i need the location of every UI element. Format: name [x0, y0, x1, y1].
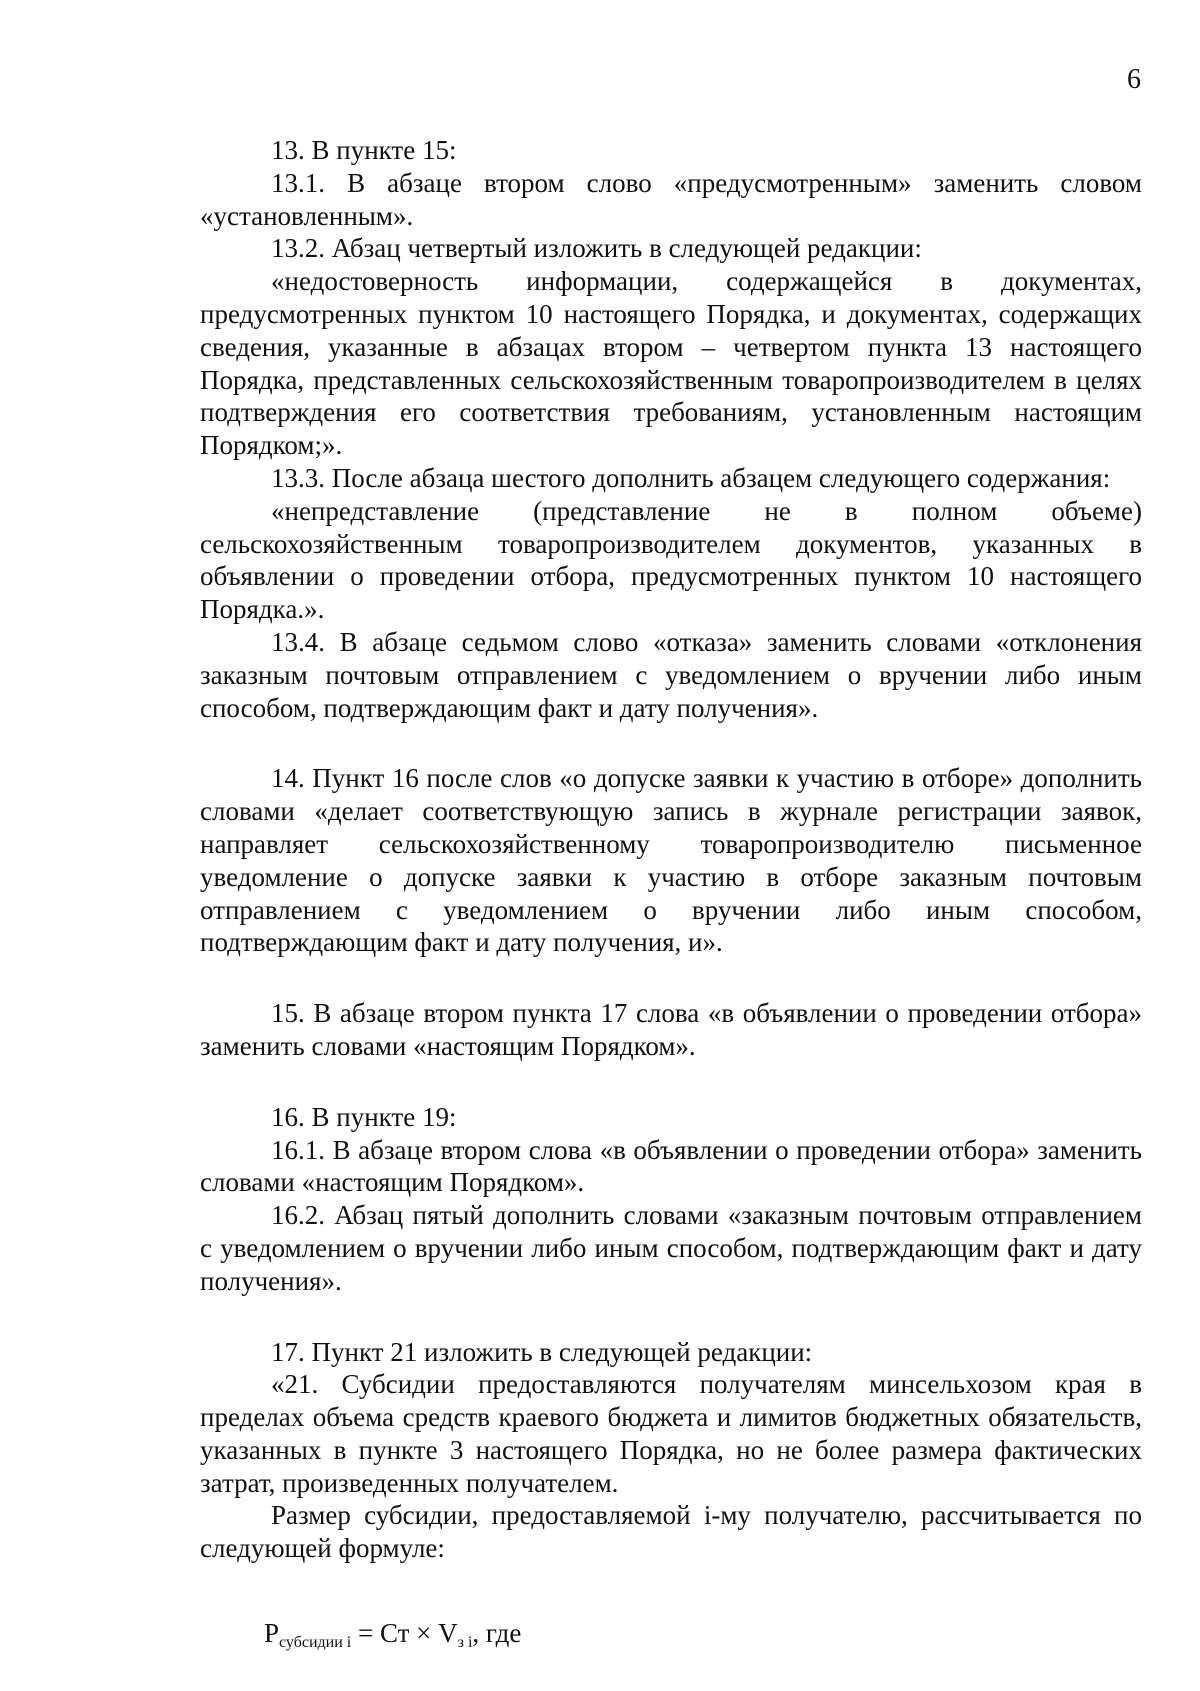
item-13-2: 13.2. Абзац четвертый изложить в следующей редакции: [271, 233, 922, 264]
item-14: 14. Пункт 16 после слов «о допуске заявки к участию в отборе» дополнить словами «делает соответствующую запись в журнале регистрации заявок, направляет сельскохозяйственному товаропроизводителю письменное уведомление о допуске заявки к участию в отборе заказным почтовым отправлением с уведомлением о вручении либо иным способом, подтверждающим факт и дату получения, и». [200, 763, 1142, 958]
page-number: 6 [1127, 64, 1141, 95]
item-16-1: 16.1. В абзаце втором слова «в объявлении о проведении отбора» заменить словами «настоящим Порядком». [200, 1134, 1142, 1198]
item-13-2-quote: «недостоверность информации, содержащейся в документах, предусмотренных пунктом 10 настоящего Порядка, и документах, содержащих сведения, указанные в абзацах втором – четвертом пункта 13 настоящего Порядка, представленных сельскохозяйственным товаропроизводителем в целях подтверждения его соответствия требованиям, установленным настоящим Порядком;». [200, 266, 1142, 461]
formula-equals: = Ст × V [351, 1618, 458, 1649]
item-13-heading: 13. В пункте 15: [271, 135, 457, 165]
formula-v-subscript: з i [457, 1634, 473, 1652]
item-13-1: 13.1. В абзаце втором слово «предусмотренным» заменить словом «установленным». [200, 167, 1142, 231]
item-16-heading: 16. В пункте 19: [271, 1101, 457, 1132]
item-17-subsidy-size: Размер субсидии, предоставляемой i-му получателю, рассчитывается по следующей формуле: [200, 1500, 1142, 1564]
formula-p: P [264, 1618, 280, 1649]
subsidy-formula [264, 1617, 1142, 1660]
item-15: 15. В абзаце втором пункта 17 слова «в объявлении о проведении отбора» заменить словами «настоящим Порядком». [200, 998, 1142, 1061]
document-body [200, 134, 1142, 1660]
item-16-2: 16.2. Абзац пятый дополнить словами «заказным почтовым отправлением с уведомлением о вручении либо иным способом, подтверждающим факт и дату получения». [200, 1200, 1142, 1296]
formula-tail: , где [472, 1618, 522, 1649]
item-17-quote: «21. Субсидии предоставляются получателям минсельхозом края в пределах объема средств краевого бюджета и лимитов бюджетных обязательств, указанных в пункте 3 настоящего Порядка, но не более размера фактических затрат, произведенных получателем. [200, 1369, 1142, 1498]
item-17-heading: 17. Пункт 21 изложить в следующей редакции: [271, 1336, 813, 1367]
item-13-3: 13.3. После абзаца шестого дополнить абзацем следующего содержания: [271, 462, 1111, 493]
item-13-3-quote: «непредставление (представление не в полном объеме) сельскохозяйственным товаропроизводителем документов, указанных в объявлении о проведении отбора, предусмотренных пунктом 10 настоящего Порядка.». [200, 495, 1142, 625]
item-13-4: 13.4. В абзаце седьмом слово «отказа» заменить словами «отклонения заказным почтовым отправлением с уведомлением о вручении либо иным способом, подтверждающим факт и дату получения». [200, 626, 1142, 723]
formula-p-subscript: субсидии i [279, 1634, 352, 1652]
